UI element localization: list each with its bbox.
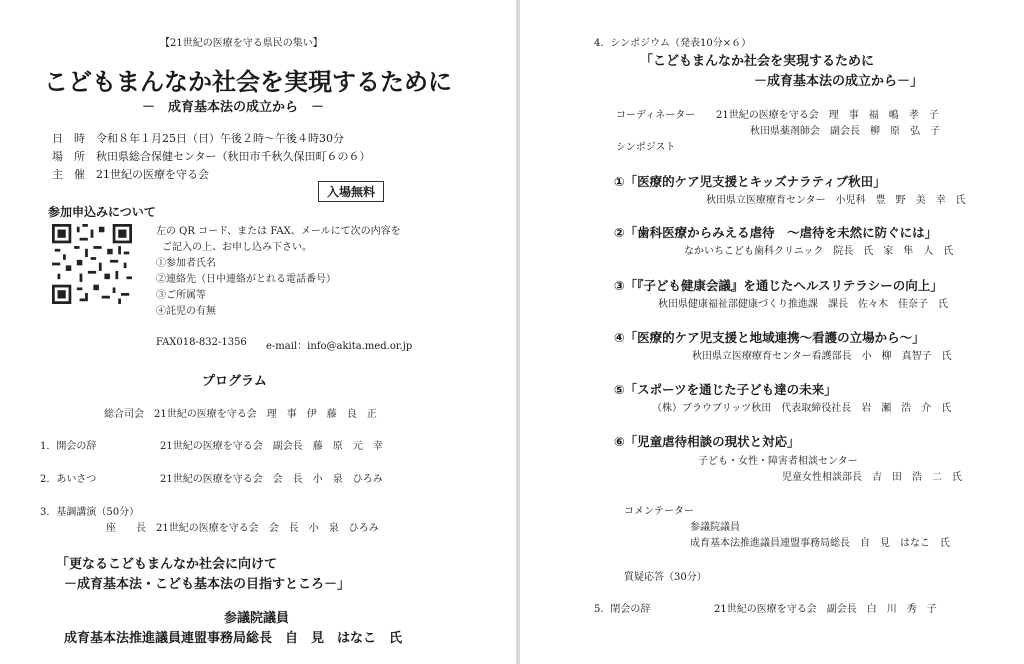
keynote-num: 3．基調講演（50分） [40, 507, 140, 518]
talk-speaker-org: 子ども・女性・障害者相談センター [698, 456, 858, 467]
apply-item: ②連絡先（日中連絡がとれる電話番号） [156, 274, 336, 285]
talk-title: ②「歯科医療からみえる虐待 ～虐待を未然に防ぐには」 [614, 225, 938, 240]
closing-num: 5．閉会の辞 [594, 604, 651, 615]
commentator-role: 参議院議員 [690, 522, 740, 533]
commentator-label: コメンテーター [624, 506, 694, 517]
commentator-name: 成育基本法推進議員連盟事務局総長 自 見 はなこ 氏 [690, 538, 950, 549]
keynote-chair: 座 長 21世紀の医療を守る会 会 長 小 泉 ひろみ [106, 523, 379, 534]
talk-title: ⑤「スポーツを通じた子ども達の未来」 [614, 382, 837, 397]
info-host: 主 催 21世紀の医療を守る会 [52, 168, 209, 181]
program-heading: プログラム [202, 374, 267, 389]
right-page [520, 0, 1024, 664]
free-admission-badge: 入場無料 [318, 181, 384, 202]
coordinator-2: 秋田県薬剤師会 副会長 柳 原 弘 子 [750, 126, 940, 137]
talk-title: ④「医療的ケア児支援と地域連携～看護の立場から～」 [614, 330, 925, 345]
fax-number: FAX018-832-1356 [156, 337, 247, 348]
program-item-person: 21世紀の医療を守る会 副会長 藤 原 元 幸 [160, 441, 383, 452]
apply-item: ①参加者氏名 [156, 258, 216, 269]
talk-speaker: 秋田県立医療療育センター 小児科 豊 野 美 幸 氏 [706, 195, 966, 206]
apply-item: ④託児の有無 [156, 306, 216, 317]
talk-speaker: なかいちこども歯科クリニック 院長 氏 家 隼 人 氏 [684, 246, 954, 257]
keynote-title-line1: 「更なるこどもまんなか社会に向けて [56, 557, 278, 572]
apply-item: ③ご所属等 [156, 290, 206, 301]
closing-person: 21世紀の医療を守る会 副会長 白 川 秀 子 [714, 604, 937, 615]
talk-speaker: 秋田県立医療療育センター看護部長 小 柳 真智子 氏 [692, 351, 952, 362]
talk-speaker: 児童女性相談部長 吉 田 浩 二 氏 [782, 472, 962, 483]
talk-speaker: （株）ブラウブリッツ秋田 代表取締役社長 岩 瀬 浩 介 氏 [652, 403, 952, 414]
program-item-num: 1．開会の辞 [40, 441, 97, 452]
symposist-label: シンポジスト [616, 142, 676, 153]
symposium-theme-1: 「こどもまんなか社会を実現するために [640, 54, 875, 69]
coordinator-1: 21世紀の医療を守る会 理 事 福 嶋 孝 子 [716, 110, 939, 121]
page-subtitle: － 成育基本法の成立から － [142, 100, 325, 115]
apply-intro-1: 左の QR コード、または FAX、メールにて次の内容を [156, 226, 401, 237]
keynote-speaker: 成育基本法推進議員連盟事務局総長 自 見 はなこ 氏 [64, 631, 403, 646]
keynote-speaker-role: 参議院議員 [224, 611, 290, 626]
talk-title: ①「医療的ケア児支援とキッズナラティブ秋田」 [614, 174, 886, 189]
info-place: 場 所 秋田県総合保健センター（秋田市千秋久保田町６の６） [52, 150, 371, 163]
coordinator-label: コーディネーター [616, 110, 696, 121]
page-title: こどもまんなか社会を実現するために [44, 68, 452, 96]
email-address[interactable]: e-mail：info@akita.med.or.jp [266, 341, 413, 352]
symposium-theme-2: －成育基本法の成立から－」 [754, 74, 924, 89]
qa-session: 質疑応答（30分） [624, 572, 707, 583]
talk-speaker: 秋田県健康福祉部健康づくり推進課 課長 佐々木 佳奈子 氏 [658, 299, 948, 310]
apply-intro-2: ご記入の上、お申し込み下さい。 [162, 242, 312, 253]
apply-heading: 参加申込みについて [48, 205, 156, 219]
event-header: 【21世紀の医療を守る県民の集い】 [160, 38, 323, 49]
qr-code-icon[interactable] [52, 224, 132, 304]
mc-row: 総合司会 21世紀の医療を守る会 理 事 伊 藤 良 正 [104, 409, 377, 420]
program-item-person: 21世紀の医療を守る会 会 長 小 泉 ひろみ [160, 474, 383, 485]
keynote-title-line2: －成育基本法・こども基本法の目指すところ－」 [64, 577, 351, 592]
symposium-heading: 4．シンポジウム（発表10分×６） [594, 38, 752, 49]
info-date: 日 時 令和８年１月25日（日）午後２時～午後４時30分 [52, 132, 344, 145]
talk-title: ⑥「児童虐待相談の現状と対応」 [614, 434, 800, 449]
program-item-num: 2．あいさつ [40, 474, 97, 485]
talk-title: ③「『子ども健康会議』を通じたヘルスリテラシーの向上」 [614, 278, 943, 293]
